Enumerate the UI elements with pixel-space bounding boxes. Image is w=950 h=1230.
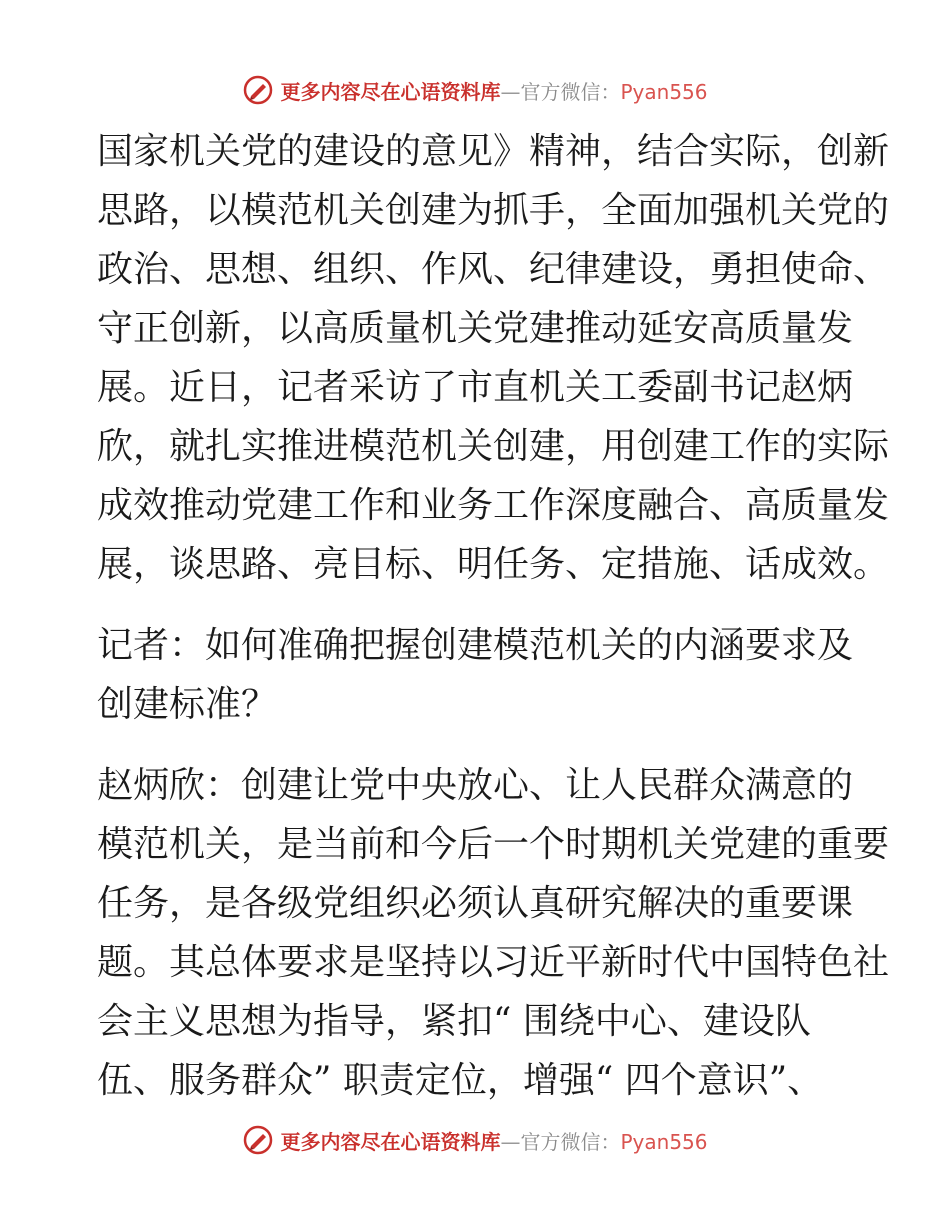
watermark-dash: — bbox=[500, 79, 521, 104]
watermark-label: 官方微信： bbox=[520, 1129, 621, 1154]
pen-logo-icon bbox=[242, 74, 274, 106]
watermark-wechat-id: Pyan556 bbox=[620, 1129, 708, 1154]
watermark-wechat-id: Pyan556 bbox=[620, 79, 708, 104]
text-line: 国家机关党的建设的意见》精神，结合实际，创新 bbox=[97, 131, 890, 172]
text-line: 创建标准？ bbox=[97, 684, 278, 725]
text-line: 政治、思想、组织、作风、纪律建设，勇担使命、 bbox=[97, 249, 890, 290]
text-line: 成效推动党建工作和业务工作深度融合、高质量发 bbox=[97, 485, 890, 526]
watermark-label: 官方微信： bbox=[520, 79, 621, 104]
watermark-site: 更多内容尽在心语资料库 bbox=[280, 1129, 501, 1154]
watermark-text bbox=[280, 76, 707, 105]
text-line: 伍、服务群众” 职责定位，增强“ 四个意识”、 bbox=[97, 1060, 824, 1101]
paragraph-answer bbox=[97, 756, 890, 1110]
text-line: 思路，以模范机关创建为抓手，全面加强机关党的 bbox=[97, 190, 890, 231]
text-line: 欣，就扎实推进模范机关创建，用创建工作的实际 bbox=[97, 426, 890, 467]
text-line: 赵炳欣：创建让党中央放心、让人民群众满意的 bbox=[97, 765, 854, 806]
text-line: 守正创新，以高质量机关党建推动延安高质量发 bbox=[97, 308, 854, 349]
document-body bbox=[97, 122, 890, 1110]
text-line: 展。近日，记者采访了市直机关工委副书记赵炳 bbox=[97, 367, 854, 408]
watermark-text bbox=[280, 1126, 707, 1155]
header-watermark bbox=[0, 70, 950, 110]
text-line: 模范机关，是当前和今后一个时期机关党建的重要 bbox=[97, 824, 890, 865]
paragraph-intro bbox=[97, 122, 890, 594]
paragraph-question bbox=[97, 616, 867, 734]
text-line: 展，谈思路、亮目标、明任务、定措施、话成效。 bbox=[97, 544, 890, 585]
watermark-dash: — bbox=[500, 1129, 521, 1154]
watermark-site: 更多内容尽在心语资料库 bbox=[280, 79, 501, 104]
text-line: 任务，是各级党组织必须认真研究解决的重要课 bbox=[97, 883, 854, 924]
text-line: 会主义思想为指导，紧扣“ 围绕中心、建设队 bbox=[97, 1001, 811, 1042]
footer-watermark bbox=[0, 1120, 950, 1160]
pen-logo-icon bbox=[242, 1124, 274, 1156]
text-line: 记者：如何准确把握创建模范机关的内涵要求及 bbox=[97, 625, 854, 666]
text-line: 题。其总体要求是坚持以习近平新时代中国特色社 bbox=[97, 942, 890, 983]
